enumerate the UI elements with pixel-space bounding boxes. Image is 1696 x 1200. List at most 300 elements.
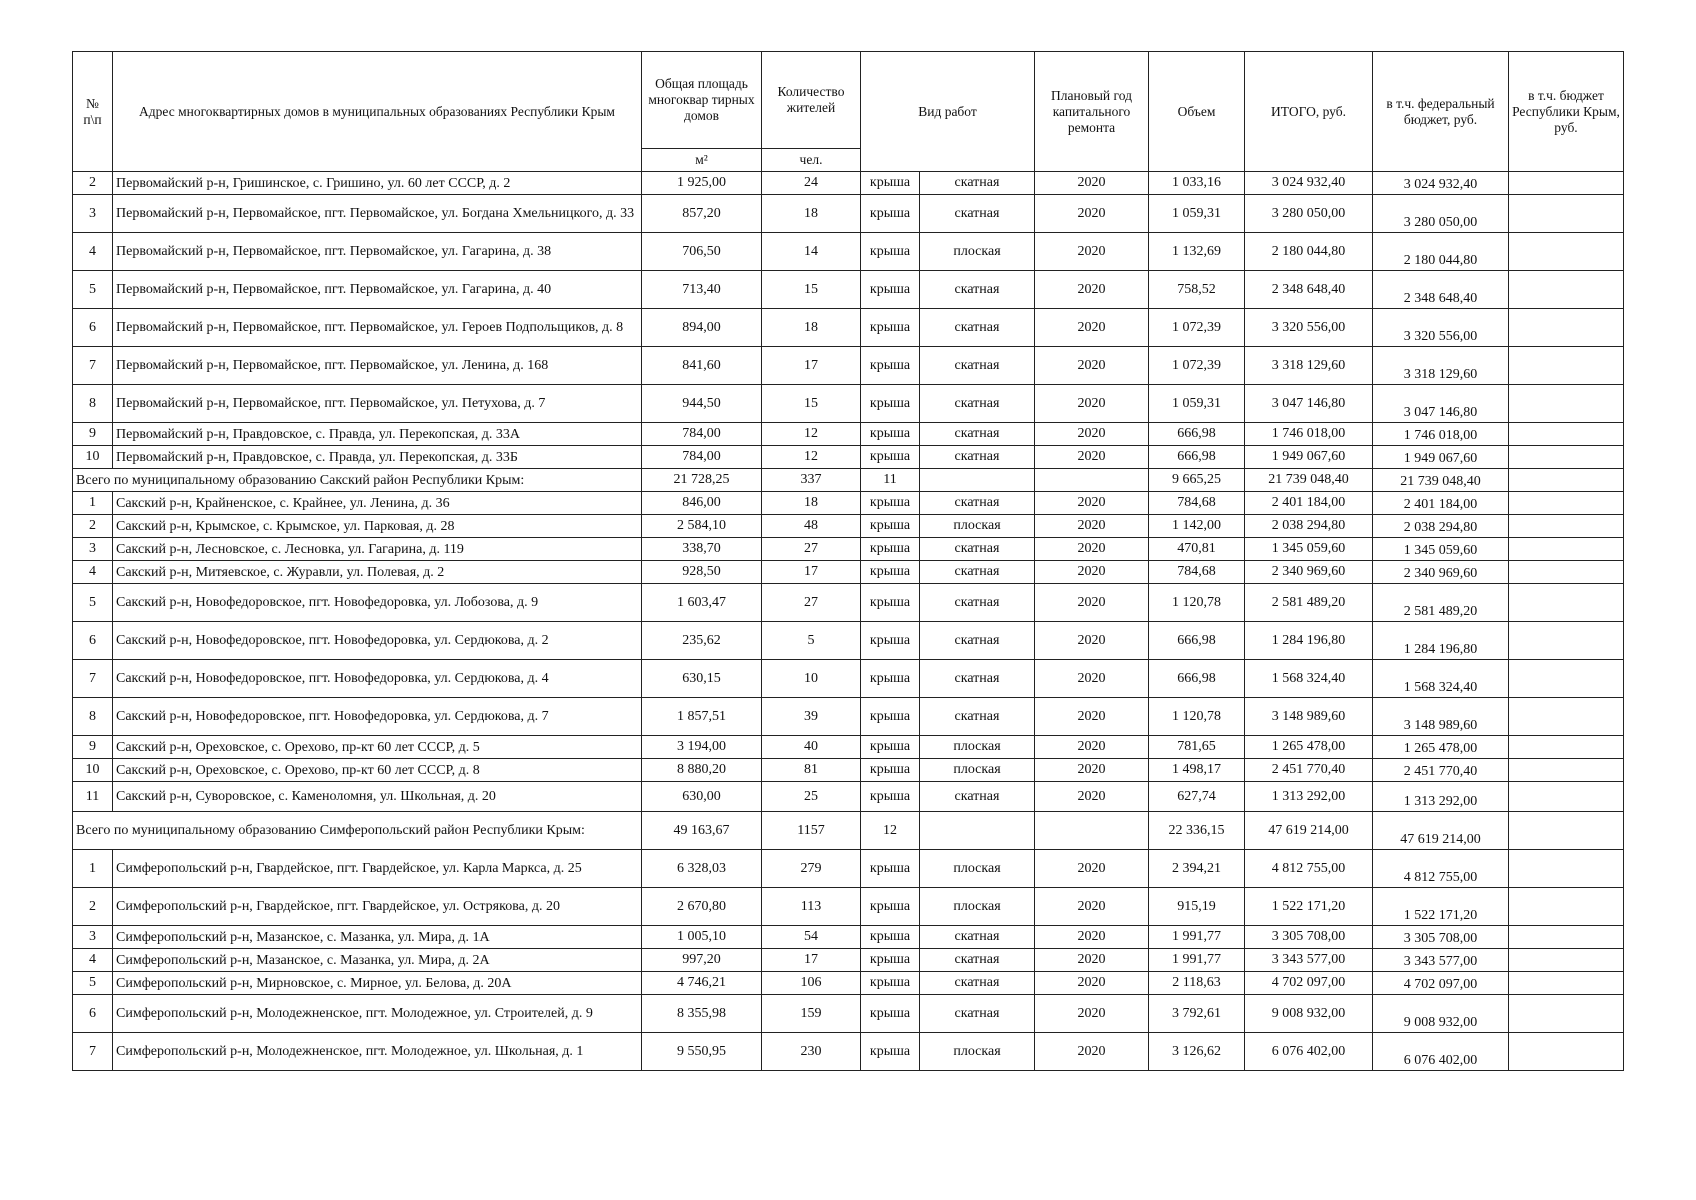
cell-roof-type: скатная (920, 782, 1035, 812)
header-residents-unit: чел. (762, 149, 861, 172)
cell-residents: 54 (762, 926, 861, 949)
cell-total: 2 180 044,80 (1245, 233, 1373, 271)
cell-work-part: крыша (861, 926, 920, 949)
cell-area: 235,62 (642, 622, 762, 660)
cell-area: 3 194,00 (642, 736, 762, 759)
cell-year: 2020 (1035, 850, 1149, 888)
cell-total: 1 284 196,80 (1245, 622, 1373, 660)
cell-republic (1509, 812, 1624, 850)
cell-republic (1509, 423, 1624, 446)
cell-republic (1509, 926, 1624, 949)
cell-num: 7 (73, 1033, 113, 1071)
cell-address: Первомайский р-н, Первомайское, пгт. Первомайское, ул. Гагарина, д. 40 (113, 271, 642, 309)
cell-roof-type: скатная (920, 972, 1035, 995)
cell-republic (1509, 698, 1624, 736)
cell-volume: 758,52 (1149, 271, 1245, 309)
cell-area: 1 603,47 (642, 584, 762, 622)
cell-republic (1509, 888, 1624, 926)
cell-federal: 1 284 196,80 (1373, 622, 1509, 660)
cell-work-part: крыша (861, 972, 920, 995)
cell-residents: 24 (762, 172, 861, 195)
cell-total: 3 047 146,80 (1245, 385, 1373, 423)
cell-republic (1509, 736, 1624, 759)
cell-work-part: крыша (861, 698, 920, 736)
cell-residents: 12 (762, 423, 861, 446)
cell-roof-type: скатная (920, 195, 1035, 233)
cell-area: 9 550,95 (642, 1033, 762, 1071)
cell-volume: 1 991,77 (1149, 926, 1245, 949)
cell-total: 3 280 050,00 (1245, 195, 1373, 233)
cell-area: 630,15 (642, 660, 762, 698)
table-row (73, 759, 1624, 782)
cell-area: 2 584,10 (642, 515, 762, 538)
cell-federal: 3 024 932,40 (1373, 172, 1509, 195)
cell-year: 2020 (1035, 423, 1149, 446)
cell-year: 2020 (1035, 309, 1149, 347)
table-row (73, 949, 1624, 972)
cell-roof-type: скатная (920, 271, 1035, 309)
cell-federal: 47 619 214,00 (1373, 812, 1509, 850)
cell-federal: 3 305 708,00 (1373, 926, 1509, 949)
cell-residents: 14 (762, 233, 861, 271)
cell-year: 2020 (1035, 538, 1149, 561)
table-row (73, 347, 1624, 385)
cell-area: 841,60 (642, 347, 762, 385)
cell-residents: 40 (762, 736, 861, 759)
cell-volume: 784,68 (1149, 561, 1245, 584)
cell-residents: 12 (762, 446, 861, 469)
cell-address: Сакский р-н, Лесновское, с. Лесновка, ул. Гагарина, д. 119 (113, 538, 642, 561)
cell-year: 2020 (1035, 561, 1149, 584)
cell-num: 2 (73, 515, 113, 538)
table-row (73, 1033, 1624, 1071)
subtotal-label: Всего по муниципальному образованию Сакский район Республики Крым: (73, 469, 642, 492)
header-residents: Количество жителей (762, 52, 861, 149)
cell-area: 857,20 (642, 195, 762, 233)
cell-work-part: крыша (861, 233, 920, 271)
cell-republic (1509, 538, 1624, 561)
cell-work-part: крыша (861, 995, 920, 1033)
cell-republic (1509, 195, 1624, 233)
cell-work-part: крыша (861, 423, 920, 446)
table-row (73, 888, 1624, 926)
cell-address: Симферопольский р-н, Гвардейское, пгт. Гвардейское, ул. Острякова, д. 20 (113, 888, 642, 926)
table-body (73, 172, 1624, 1071)
cell-roof-type: плоская (920, 759, 1035, 782)
cell-work-part: крыша (861, 561, 920, 584)
cell-address: Первомайский р-н, Правдовское, с. Правда, ул. Перекопская, д. 33А (113, 423, 642, 446)
table-row (73, 926, 1624, 949)
cell-work-part: крыша (861, 515, 920, 538)
cell-area: 6 328,03 (642, 850, 762, 888)
cell-volume: 1 072,39 (1149, 309, 1245, 347)
cell-total: 1 265 478,00 (1245, 736, 1373, 759)
cell-area: 21 728,25 (642, 469, 762, 492)
cell-work-part: крыша (861, 949, 920, 972)
cell-volume: 1 142,00 (1149, 515, 1245, 538)
cell-roof-type: скатная (920, 622, 1035, 660)
cell-republic (1509, 782, 1624, 812)
cell-work-part: крыша (861, 660, 920, 698)
cell-num: 6 (73, 622, 113, 660)
cell-year: 2020 (1035, 584, 1149, 622)
cell-roof-type: плоская (920, 736, 1035, 759)
cell-federal: 2 340 969,60 (1373, 561, 1509, 584)
cell-area: 894,00 (642, 309, 762, 347)
cell-total: 3 305 708,00 (1245, 926, 1373, 949)
cell-year: 2020 (1035, 446, 1149, 469)
cell-republic (1509, 759, 1624, 782)
cell-year: 2020 (1035, 972, 1149, 995)
cell-republic (1509, 469, 1624, 492)
cell-roof-type: скатная (920, 995, 1035, 1033)
cell-federal: 2 581 489,20 (1373, 584, 1509, 622)
cell-total: 3 320 556,00 (1245, 309, 1373, 347)
cell-federal: 3 280 050,00 (1373, 195, 1509, 233)
cell-republic (1509, 492, 1624, 515)
cell-volume: 1 059,31 (1149, 385, 1245, 423)
cell-year: 2020 (1035, 233, 1149, 271)
cell-year: 2020 (1035, 995, 1149, 1033)
cell-roof-type: скатная (920, 446, 1035, 469)
cell-roof-type: скатная (920, 385, 1035, 423)
cell-area: 8 355,98 (642, 995, 762, 1033)
cell-num: 10 (73, 446, 113, 469)
table-header-row (73, 52, 1624, 149)
cell-area: 49 163,67 (642, 812, 762, 850)
cell-federal: 4 702 097,00 (1373, 972, 1509, 995)
cell-num: 2 (73, 888, 113, 926)
cell-address: Симферопольский р-н, Мазанское, с. Мазанка, ул. Мира, д. 1А (113, 926, 642, 949)
cell-volume: 666,98 (1149, 660, 1245, 698)
cell-num: 8 (73, 698, 113, 736)
cell-republic (1509, 584, 1624, 622)
cell-federal: 3 148 989,60 (1373, 698, 1509, 736)
cell-num: 2 (73, 172, 113, 195)
cell-federal: 2 038 294,80 (1373, 515, 1509, 538)
header-work-type: Вид работ (861, 52, 1035, 172)
cell-work-part: крыша (861, 759, 920, 782)
cell-residents: 15 (762, 271, 861, 309)
cell-residents: 81 (762, 759, 861, 782)
cell-work-part: крыша (861, 584, 920, 622)
cell-republic (1509, 172, 1624, 195)
cell-address: Симферопольский р-н, Молодежненское, пгт. Молодежное, ул. Строителей, д. 9 (113, 995, 642, 1033)
subtotal-row (73, 812, 1624, 850)
cell-address: Первомайский р-н, Первомайское, пгт. Первомайское, ул. Ленина, д. 168 (113, 347, 642, 385)
cell-num: 11 (73, 782, 113, 812)
cell-num: 4 (73, 233, 113, 271)
cell-total: 21 739 048,40 (1245, 469, 1373, 492)
cell-residents: 5 (762, 622, 861, 660)
cell-num: 7 (73, 347, 113, 385)
table-row (73, 446, 1624, 469)
cell-residents: 230 (762, 1033, 861, 1071)
cell-num: 7 (73, 660, 113, 698)
cell-total: 3 343 577,00 (1245, 949, 1373, 972)
cell-area: 713,40 (642, 271, 762, 309)
cell-residents: 39 (762, 698, 861, 736)
cell-total: 2 038 294,80 (1245, 515, 1373, 538)
header-year: Плановый год капитального ремонта (1035, 52, 1149, 172)
cell-volume: 22 336,15 (1149, 812, 1245, 850)
capital-repair-table (72, 51, 1624, 1071)
cell-address: Симферопольский р-н, Молодежненское, пгт. Молодежное, ул. Школьная, д. 1 (113, 1033, 642, 1071)
cell-total: 2 581 489,20 (1245, 584, 1373, 622)
cell-federal: 1 345 059,60 (1373, 538, 1509, 561)
cell-work-part: крыша (861, 492, 920, 515)
cell-republic (1509, 271, 1624, 309)
header-area-unit: м² (642, 149, 762, 172)
cell-total: 1 313 292,00 (1245, 782, 1373, 812)
table-row (73, 309, 1624, 347)
subtotal-row (73, 469, 1624, 492)
cell-area: 846,00 (642, 492, 762, 515)
cell-year: 2020 (1035, 736, 1149, 759)
cell-year: 2020 (1035, 347, 1149, 385)
cell-residents: 17 (762, 949, 861, 972)
cell-total: 9 008 932,00 (1245, 995, 1373, 1033)
table-row (73, 538, 1624, 561)
cell-address: Первомайский р-н, Гришинское, с. Гришино, ул. 60 лет СССР, д. 2 (113, 172, 642, 195)
cell-address: Первомайский р-н, Первомайское, пгт. Первомайское, ул. Героев Подпольщиков, д. 8 (113, 309, 642, 347)
cell-residents: 337 (762, 469, 861, 492)
cell-volume: 784,68 (1149, 492, 1245, 515)
cell-work-part: крыша (861, 736, 920, 759)
cell-federal: 6 076 402,00 (1373, 1033, 1509, 1071)
cell-republic (1509, 949, 1624, 972)
cell-volume: 9 665,25 (1149, 469, 1245, 492)
cell-republic (1509, 347, 1624, 385)
cell-num: 9 (73, 736, 113, 759)
table-row (73, 423, 1624, 446)
cell-work-part: крыша (861, 385, 920, 423)
cell-federal: 1 313 292,00 (1373, 782, 1509, 812)
cell-residents: 10 (762, 660, 861, 698)
cell-federal: 1 522 171,20 (1373, 888, 1509, 926)
cell-volume: 781,65 (1149, 736, 1245, 759)
cell-republic (1509, 1033, 1624, 1071)
table-row (73, 271, 1624, 309)
cell-total: 3 318 129,60 (1245, 347, 1373, 385)
cell-area: 706,50 (642, 233, 762, 271)
cell-roof-type: скатная (920, 926, 1035, 949)
cell-volume: 3 126,62 (1149, 1033, 1245, 1071)
cell-total: 4 702 097,00 (1245, 972, 1373, 995)
cell-year: 2020 (1035, 385, 1149, 423)
cell-address: Сакский р-н, Новофедоровское, пгт. Новофедоровка, ул. Сердюкова, д. 7 (113, 698, 642, 736)
header-federal: в т.ч. федеральный бюджет, руб. (1373, 52, 1509, 172)
cell-work-part: крыша (861, 888, 920, 926)
cell-residents: 18 (762, 492, 861, 515)
cell-republic (1509, 972, 1624, 995)
cell-total: 1 568 324,40 (1245, 660, 1373, 698)
cell-roof-type: скатная (920, 492, 1035, 515)
cell-area: 1 005,10 (642, 926, 762, 949)
cell-total: 6 076 402,00 (1245, 1033, 1373, 1071)
header-republic: в т.ч. бюджет Республики Крым, руб. (1509, 52, 1624, 172)
cell-roof-type: скатная (920, 538, 1035, 561)
cell-roof-type: скатная (920, 660, 1035, 698)
cell-work-part: крыша (861, 309, 920, 347)
cell-address: Сакский р-н, Крайненское, с. Крайнее, ул. Ленина, д. 36 (113, 492, 642, 515)
cell-year: 2020 (1035, 698, 1149, 736)
cell-total: 1 345 059,60 (1245, 538, 1373, 561)
table-row (73, 233, 1624, 271)
cell-federal: 2 401 184,00 (1373, 492, 1509, 515)
table-row (73, 698, 1624, 736)
cell-volume: 915,19 (1149, 888, 1245, 926)
cell-work-part: крыша (861, 850, 920, 888)
subtotal-label: Всего по муниципальному образованию Симферопольский район Республики Крым: (73, 812, 642, 850)
cell-num: 4 (73, 949, 113, 972)
table-row (73, 195, 1624, 233)
cell-year: 2020 (1035, 515, 1149, 538)
cell-republic (1509, 660, 1624, 698)
cell-volume: 1 991,77 (1149, 949, 1245, 972)
cell-area: 1 925,00 (642, 172, 762, 195)
cell-year: 2020 (1035, 622, 1149, 660)
cell-year: 2020 (1035, 949, 1149, 972)
cell-republic (1509, 622, 1624, 660)
cell-federal: 4 812 755,00 (1373, 850, 1509, 888)
cell-area: 784,00 (642, 423, 762, 446)
cell-area: 8 880,20 (642, 759, 762, 782)
cell-federal: 1 949 067,60 (1373, 446, 1509, 469)
table-row (73, 561, 1624, 584)
cell-federal: 1 265 478,00 (1373, 736, 1509, 759)
cell-residents: 25 (762, 782, 861, 812)
table-row (73, 622, 1624, 660)
cell-address: Симферопольский р-н, Мирновское, с. Мирное, ул. Белова, д. 20А (113, 972, 642, 995)
table-row (73, 995, 1624, 1033)
cell-federal: 9 008 932,00 (1373, 995, 1509, 1033)
cell-volume: 470,81 (1149, 538, 1245, 561)
cell-federal: 2 451 770,40 (1373, 759, 1509, 782)
cell-total: 4 812 755,00 (1245, 850, 1373, 888)
cell-area: 997,20 (642, 949, 762, 972)
table-row (73, 972, 1624, 995)
cell-num: 5 (73, 271, 113, 309)
cell-roof-type: скатная (920, 347, 1035, 385)
cell-address: Сакский р-н, Крымское, с. Крымское, ул. Парковая, д. 28 (113, 515, 642, 538)
cell-work-part: крыша (861, 195, 920, 233)
cell-address: Симферопольский р-н, Мазанское, с. Мазанка, ул. Мира, д. 2А (113, 949, 642, 972)
cell-volume: 1 033,16 (1149, 172, 1245, 195)
cell-roof-type: скатная (920, 172, 1035, 195)
cell-count: 12 (861, 812, 920, 850)
cell-area: 4 746,21 (642, 972, 762, 995)
cell-num: 5 (73, 972, 113, 995)
cell-residents: 279 (762, 850, 861, 888)
cell-republic (1509, 233, 1624, 271)
cell-volume: 1 120,78 (1149, 584, 1245, 622)
cell-roof-type: плоская (920, 515, 1035, 538)
cell-work-part: крыша (861, 538, 920, 561)
cell-num: 6 (73, 309, 113, 347)
cell-total: 47 619 214,00 (1245, 812, 1373, 850)
cell-year: 2020 (1035, 1033, 1149, 1071)
cell-work-part: крыша (861, 1033, 920, 1071)
cell-residents: 106 (762, 972, 861, 995)
cell-address: Сакский р-н, Ореховское, с. Орехово, пр-кт 60 лет СССР, д. 5 (113, 736, 642, 759)
cell-roof-type: скатная (920, 423, 1035, 446)
cell-residents: 18 (762, 309, 861, 347)
cell-volume: 1 498,17 (1149, 759, 1245, 782)
cell-residents: 113 (762, 888, 861, 926)
cell-residents: 17 (762, 347, 861, 385)
cell-num: 3 (73, 195, 113, 233)
cell-volume: 666,98 (1149, 423, 1245, 446)
cell-empty (920, 812, 1035, 850)
cell-num: 9 (73, 423, 113, 446)
cell-roof-type: плоская (920, 850, 1035, 888)
cell-residents: 159 (762, 995, 861, 1033)
cell-empty (920, 469, 1035, 492)
cell-federal: 3 320 556,00 (1373, 309, 1509, 347)
cell-roof-type: плоская (920, 888, 1035, 926)
cell-federal: 3 047 146,80 (1373, 385, 1509, 423)
table-row (73, 172, 1624, 195)
cell-num: 1 (73, 492, 113, 515)
cell-residents: 18 (762, 195, 861, 233)
cell-year: 2020 (1035, 660, 1149, 698)
cell-year: 2020 (1035, 926, 1149, 949)
cell-residents: 27 (762, 584, 861, 622)
cell-address: Сакский р-н, Ореховское, с. Орехово, пр-кт 60 лет СССР, д. 8 (113, 759, 642, 782)
header-address: Адрес многоквартирных домов в муниципальных образованиях Республики Крым (113, 52, 642, 172)
cell-volume: 2 118,63 (1149, 972, 1245, 995)
cell-work-part: крыша (861, 446, 920, 469)
header-volume: Объем (1149, 52, 1245, 172)
cell-address: Симферопольский р-н, Гвардейское, пгт. Гвардейское, ул. Карла Маркса, д. 25 (113, 850, 642, 888)
cell-address: Первомайский р-н, Первомайское, пгт. Первомайское, ул. Гагарина, д. 38 (113, 233, 642, 271)
cell-year: 2020 (1035, 271, 1149, 309)
cell-republic (1509, 515, 1624, 538)
cell-address: Сакский р-н, Митяевское, с. Журавли, ул. Полевая, д. 2 (113, 561, 642, 584)
table-row (73, 782, 1624, 812)
table-row (73, 385, 1624, 423)
header-num: № п\п (73, 52, 113, 172)
cell-total: 1 522 171,20 (1245, 888, 1373, 926)
table-row (73, 492, 1624, 515)
header-area: Общая площадь многоквар тирных домов (642, 52, 762, 149)
cell-total: 2 340 969,60 (1245, 561, 1373, 584)
cell-year: 2020 (1035, 888, 1149, 926)
cell-address: Сакский р-н, Новофедоровское, пгт. Новофедоровка, ул. Лобозова, д. 9 (113, 584, 642, 622)
cell-work-part: крыша (861, 622, 920, 660)
cell-federal: 21 739 048,40 (1373, 469, 1509, 492)
cell-residents: 1157 (762, 812, 861, 850)
cell-residents: 27 (762, 538, 861, 561)
cell-volume: 627,74 (1149, 782, 1245, 812)
cell-total: 2 451 770,40 (1245, 759, 1373, 782)
cell-address: Первомайский р-н, Правдовское, с. Правда, ул. Перекопская, д. 33Б (113, 446, 642, 469)
cell-republic (1509, 446, 1624, 469)
cell-work-part: крыша (861, 782, 920, 812)
cell-total: 1 949 067,60 (1245, 446, 1373, 469)
cell-republic (1509, 995, 1624, 1033)
cell-roof-type: скатная (920, 584, 1035, 622)
cell-total: 3 148 989,60 (1245, 698, 1373, 736)
cell-area: 944,50 (642, 385, 762, 423)
cell-area: 2 670,80 (642, 888, 762, 926)
cell-address: Сакский р-н, Новофедоровское, пгт. Новофедоровка, ул. Сердюкова, д. 2 (113, 622, 642, 660)
cell-roof-type: скатная (920, 949, 1035, 972)
cell-area: 928,50 (642, 561, 762, 584)
cell-republic (1509, 385, 1624, 423)
cell-republic (1509, 561, 1624, 584)
